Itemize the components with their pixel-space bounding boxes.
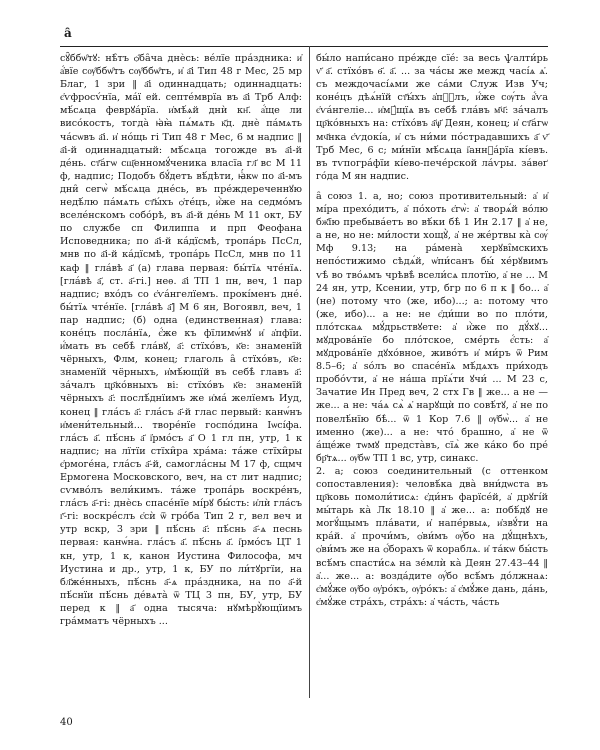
left-column: [60, 52, 302, 628]
column-divider: [309, 46, 310, 698]
right-column-paragraph: бы́ло напи́сано пре́жде сїе́: за весь ѱалти́рь ѵ҃ а҃. стїхо́въ ѳ҃. а҃. ... за ча́сы же межд часі́ѧ ѧ҆. съ междочасі́ѧми же са́ми Служ Изв Уч; коне́цъ дѣѧ́нїй ст҃ы́хъ а҆пⷭ҇лъ, и҆́же сѹ́ть а҆́ѵа є҆ѵа́нгеліе... и҆мꙋ́щїѧ въ себѣ̀ гла́въ м҃ч҃: за́чалъ цр҃ко́вныхъ на: стїхо́въ а҃ѱ҃ Деян, конец; и҆ ст҃а́гѡ мч҃нка є҆ѵдокі́а, и҆ съ ни́ми по́страдавшихъ а҃ ѵ҃ Трб Мес, 6 с; ми́нїи мѣ́сѧца і҆аннꙋа́рїа кі́евъ. въ тѵпогра́фїи кі́ево-пече́рской ла́ѵры. за́вѳґ го́да М ян надпис.: [316, 53, 548, 182]
right-column-paragraph: а̑ союз 1. а, но; союз противительный: а҆ и҆ мі́ра прехо́дитъ, а҆ по́хоть є҆гѡ̀: а҆ творѧ́й во́лю бж҃їю пребыва́етъ во вѣ́ки бѣ̀ 1 Ин 2.17 ‖ а҆ не, а не, но не: ми́лости хощꙋ̀, а҆ не же́ртвы ка̀ сѹ́ Мф 9.13; на ра́мена̀ херꙋві̑мскихъ непо́стижимо сѣдѧ́й, ѡ҆пи́санъ бы́ хе́рꙋвимъ ѵѣ̀ во тво́ѧмъ чрѣвѣ̀ всели́сѧ плотїю, а҆ не ... М 24 ян, утр, Ксении, утр, бгр по 6 п к ‖ бо... а҆ (не) потому что (же, ибо)...; а: потому что (же, ибо)... а не: не є҆ди́ши во по пло́ти, пло́тскаѧ мꙋ́дрьствꙋете: а҆ и҆̀же по дꙋ́хꙋ... мꙋдрова́нїе бо пло́тское, сме́рть є҆́сть: а҆ мꙋдрова́нїе дꙋхо́вное, живо́тъ и҆ ми́ръ ѿ Рим 8.5–6; а҆ ѕо́лъ во спасе́нїѧ мѣ́дѧхъ при́ходъ пробо́ѵти, а҆ не на́ша прїѧ́ти ꙋчи́ ... М 23 с, Зачатие Ин Пред веч, 2 стх Гв ‖ же... а не — же... а не: ча́ѧ сѧ̀ ѧ҆ нарꙋщѝ по совѣ́тꙋ, а҆ не по повелѣ́нїю бѣ̀... ѿ 1 Кор 7.6 ‖ ѹ҆бѡ̀... а҆ не именно (же)... а не: что́ брашно, а҆ не ѿ а́ще́же тѡмꙋ предста̀въ, сїѧ̀ же ка́ко бо пре́ бр҃тѧ... ѹ҆бѡ ТП 1 вс, утр, синакс.: [316, 190, 548, 464]
left-column-paragraph: сꙋ̑ббѡ̑тꙋ: нѣ̑тъ ѻ̑ба̑ча днѐсь: ве́лїе пра́здника: и҆ а҆́вїе сѹ̑ббѡ̑тъ сѹ̑ббѡ̑тъ, и҆ а҃і Тип 48 г Мес, 25 мр Благ, 1 зри ‖ а҃і одиннадцать; одиннадцать: є҆ѵфросѵ́нїа, ма́ї ей. септе́мврїа въ а҃і Трб Алф: мѣ́сѧца феврꙋа́рїа. и҆мѣ́ѧй днѝ кн҃. а҆́ще ли висо́костъ, тогда̀ ꙗ҆ꙗ̀ пѧ́мѧть к҃д. днѐ па́мѧть ча́сѡвъ а҃і. и҆ но́щь гі Тип 48 г Мес, 6 м надпис ‖ а҃і-й одиннадцатый: мѣ́сѧца тогожде въ а҃і-й де́нь. ст҃а́гѡ сщ҃енномꙋ́ченика власїа гл҃ вс М 11 ф, надпис; Подобъ бꙋ́детъ вѣ́дѣти, ꙗ҆́кѡ по а҃і-мъ дни̑ сегѡ̀ мѣ́сѧца дне́сь, въ пре́ждереченнꙋю недѣ́лю па́мѧть ст҃ы́хъ ѻ҆те́цъ, и҆̀же на седмо́мъ вселе́нскомъ собо́рѣ, въ а҃і-й де́нь М 11 окт, БУ по службе сп Филиппа и прп Феофана Исповедника; по а҃і-й ка́дїсмѣ, тропа́рь ПсСл, мнв по а҃і-й ка́дїсмѣ, тропа́рь ПсСл, мнв по 11 каф ‖ гла́вѣ а҃ (а) глава первая: бы́тїѧ чте́нїѧ. [гла́вѣ а҃, ст. а҃-гі.] неѳ. а҃і ТП 1 пн, веч, 1 пар надпис; вхо́дъ со є҆ѵа́нгелїемъ. прокі́менъ дне́. бы́тїѧ чте́нїе. [гла́вѣ а҃] М 6 ян, Вогоявл, веч, 1 пар надпис; (б) одна (единственная) глава: коне́цъ посла́нїѧ, є҆́же къ фїлимѡ́нꙋ и҆ а҆пфїи. и҆́мать въ себѣ̀ гла́вꙋ, а҃: стїхо́въ, к҃е: знаменїй чёрныхъ, Флм, конец; глаголь а̑ стїхо́въ, к҃е: знаменїй чёрныхъ, и҆мѣ́ющїй въ себѣ̀ главъ а҃: за́чалъ цр҃ко́вныхъ ві: стїхо́въ к҃е: знаменїй чёрныхъ а҃: послѣ́днїимъ же и҆ма́ желїемъ Иуд, конец ‖ гла́съ а҃: гла́съ а҃-й глас первый: канѡ́нъ и҆мени́тельный... творе́нїе госпо́дина Іѡсі́фа. гла́съ а҃. пѣ́снь а҃ і҆рмо́съ а҃ О 1 гл пн, утр, 1 к надпис; на лїтїи стїхи̑ра хра́ма: та́же стїхи̑ры є҆рмоге́на, гла́съ а҃-й, самогла́сны М 17 ф, сщмч Ермогена Московского, веч, на ст лит надпис; сѵмво́лъ вели́кимъ. та́же тропа́рь воскре́нъ, гла́съ а҃-гі: днѐсь спасе́нїе мі́рꙋ бы́сть: и҆лѝ гла́съ г҃-гі: воскре́слъ є҆сѝ ѿ гро́ба Тип 2 г, вел веч и утр вскр, 3 зри ‖ пѣ́снь а҃: пѣ́снь а҃-ѧ песнь первая: канѡ́на. гла́съ а҃. пѣ́снь а҃. і҆рмо́съ ЦТ 1 кн, утр, 1 к, канон Иустина Философа, мч Иустина и др., утр, 1 к, БУ по ли́тꙋргїи, на бл҃же́нныхъ, пѣ́снь а҃-ѧ пра́здника, на по а҃-й пѣ́снїи пѣ́снь де́вѧта̀ ѿ ТЦ 3 пн, БУ, утр, БУ перед к ‖ а҃ одна тысяча: нꙋмѣрꙋ̀ющїимъ гра́мматъ чёрныхъ ...: [60, 53, 302, 628]
header-rule: [60, 46, 548, 47]
running-header-letter: а̑: [64, 26, 72, 40]
right-column: [316, 52, 548, 609]
right-column-paragraph: 2. а; союз соединительный (с оттенком сопоставления): человѣ́ка два̀ вни́дѡста въ цр҃ковь помоли́тисѧ: є҆ди́нъ фарїсе́й, а҆ дрꙋгі́й мы́тарь ка̀ Лк 18.10 ‖ а҆ же... а: побѣ́дꙋ не могꙋ́щымъ пла́вати, и҆ напе́рвыѧ, и҆звꙋ́ти на кра́й. а҆ прочи́мъ, ѻ҆ви́мъ ѹ҆́бо на дꙋ́щнѣхъ, ѻ҆ви́мъ же на ѻ҆́борахъ ѿ кораблѧ. и҆ та́кѡ бы́сть всѣ́мъ спасти́сѧ на зе́млѝ ка̀ Деян 27.43–44 ‖ а҆... же... а: возда́дите ѹ҆́бо всѣ́мъ до́лжнаѧ: є҆мꙋ́же ѹ҆бо ѹ҆ро́къ, ѹ҆ро́къ: а҆ є҆мꙋ́же дань, да́нь, є҆мꙋ́же стра́хъ, стра́хъ: а҆ ча́сть, ча́сть: [316, 465, 548, 608]
page-number: 40: [60, 717, 73, 728]
paragraph-gap: [316, 183, 548, 190]
